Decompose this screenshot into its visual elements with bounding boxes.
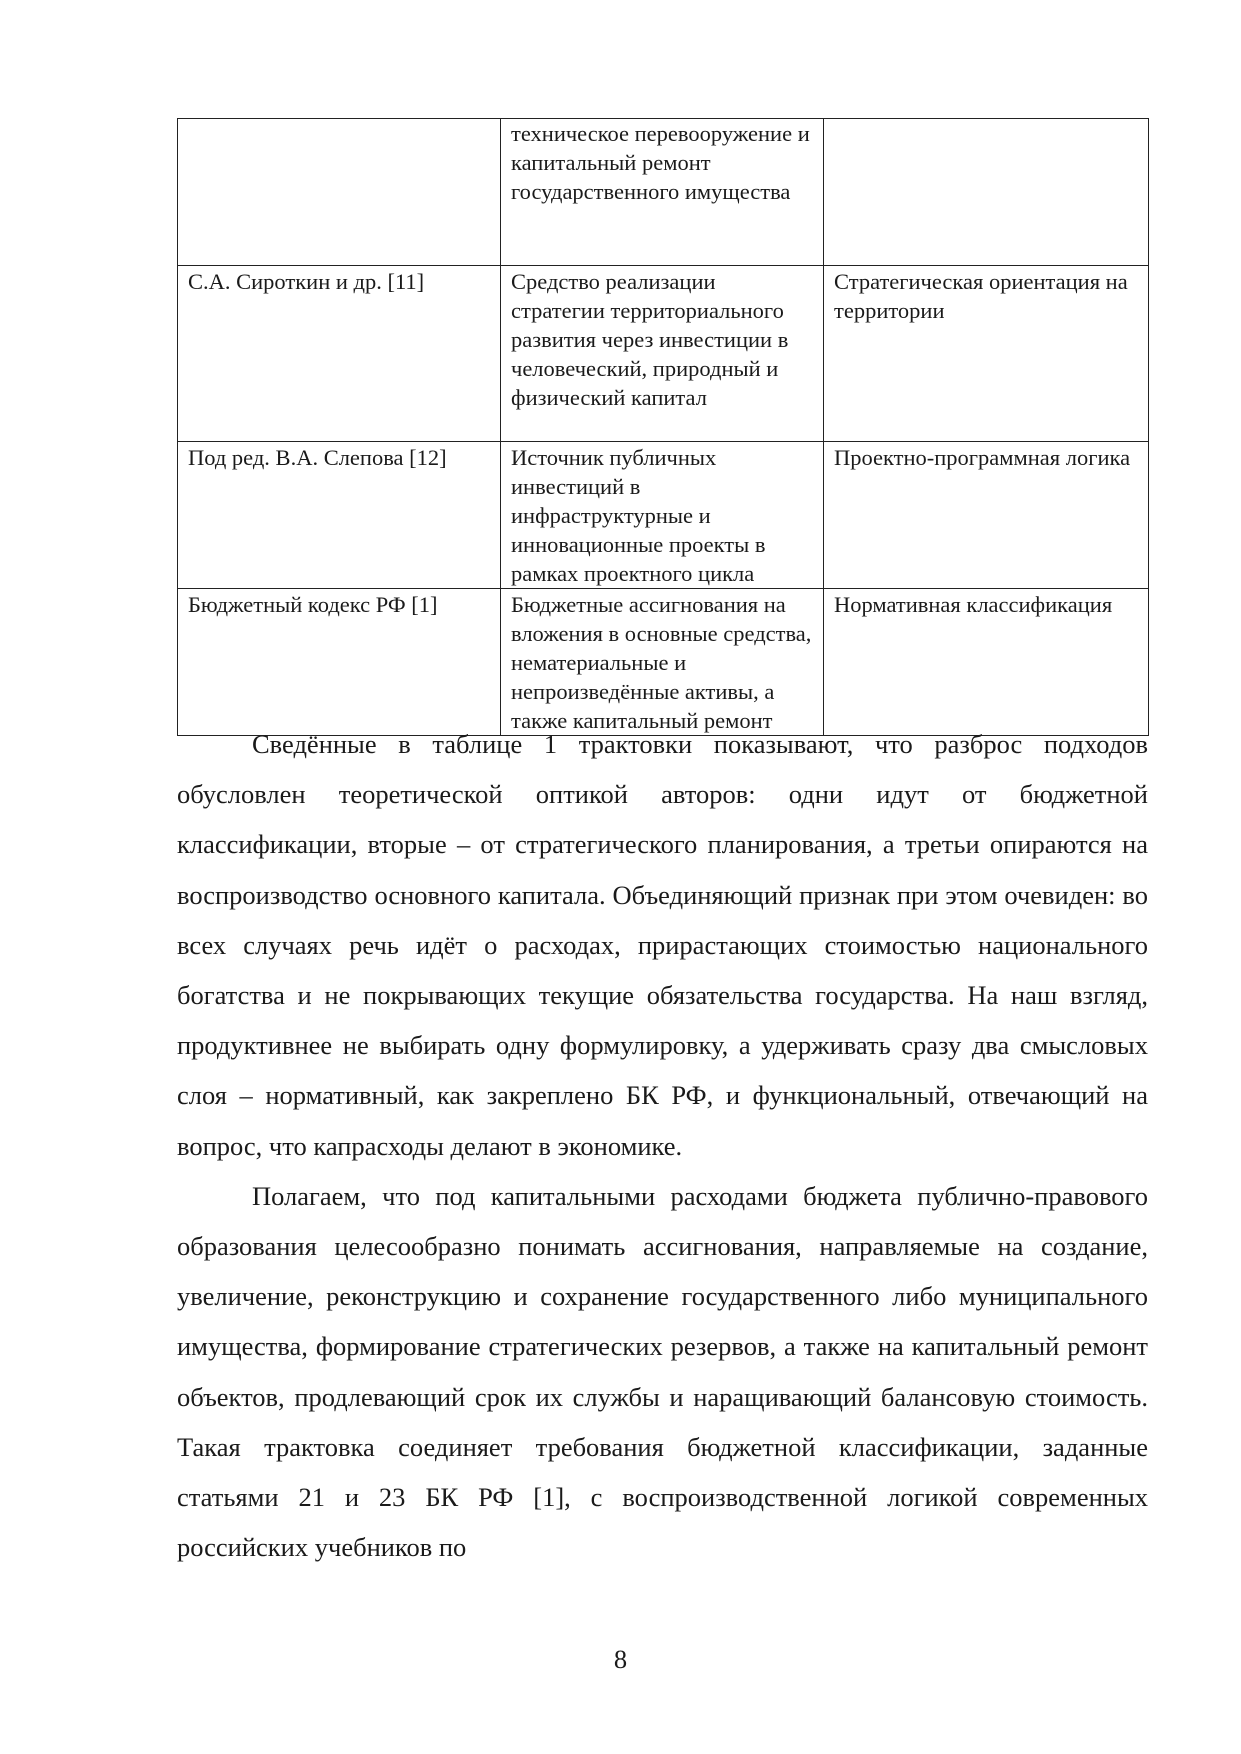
table-row (178, 119, 1149, 266)
table-row (178, 442, 1149, 589)
author-text: Бюджетный кодекс РФ [1] (188, 592, 438, 617)
definition-text: техническое перевооружение и капитальный ремонт государственного имущества (511, 121, 810, 204)
definition-text: Источник публичных инвестиций в инфраструктурные и инновационные проекты в рамках проектного цикла (511, 445, 766, 586)
orientation-text: Проектно-программная логика (834, 445, 1131, 470)
definition-text: Бюджетные ассигнования на вложения в основные средства, нематериальные и непроизведённые активы, а также капитальный ремонт (511, 592, 812, 733)
table-cell-orientation (824, 266, 1149, 442)
definition-text: Средство реализации стратегии территориального развития через инвестиции в человеческий, природный и физический капитал (511, 269, 789, 410)
table-cell-author (178, 442, 501, 589)
orientation-text: Нормативная классификация (834, 592, 1113, 617)
table-cell-definition (501, 442, 824, 589)
table-cell-orientation (824, 442, 1149, 589)
table-cell-definition (501, 119, 824, 266)
table-cell-definition (501, 589, 824, 736)
paragraph: Полагаем, что под капитальными расходами бюджета публично-правового образования целесообразно понимать ассигнования, направляемые на создание, увеличение, реконструкцию и сохранение государственного либо муниципального имущества, формирование стратегических резервов, а также на капитальный ремонт объектов, продлевающий срок их службы и наращивающий балансовую стоимость. Такая трактовка соединяет требования бюджетной классификации, заданные статьями 21 и 23 БК РФ [1], с воспроизводственной логикой современных российских учебников по (177, 1180, 1148, 1563)
table-cell-orientation (824, 119, 1149, 266)
paragraph: Сведённые в таблице 1 трактовки показывают, что разброс подходов обусловлен теоретической оптикой авторов: одни идут от бюджетной классификации, вторые – от стратегического планирования, а третьи опираются на воспроизводство основного капитала. Объединяющий признак при этом очевиден: во всех случаях речь идёт о расходах, прирастающих стоимостью национального богатства и не покрывающих текущие обязательства государства. На наш взгляд, продуктивнее не выбирать одну формулировку, а удерживать сразу два смысловых слоя – нормативный, как закреплено БК РФ, и функциональный, отвечающий на вопрос, что капрасходы делают в экономике. (177, 729, 1148, 1161)
table-cell-author (178, 589, 501, 736)
table-row (178, 266, 1149, 442)
table-cell-author (178, 266, 501, 442)
definitions-table (177, 118, 1149, 736)
author-text: С.А. Сироткин и др. [11] (188, 269, 425, 294)
page-number: 8 (613, 1644, 628, 1674)
table-cell-author (178, 119, 501, 266)
table-cell-orientation (824, 589, 1149, 736)
body-text (177, 719, 1148, 1572)
orientation-text: Стратегическая ориентация на территории (834, 269, 1128, 323)
table-row (178, 589, 1149, 736)
author-text: Под ред. В.А. Слепова [12] (188, 445, 447, 470)
table-cell-definition (501, 266, 824, 442)
